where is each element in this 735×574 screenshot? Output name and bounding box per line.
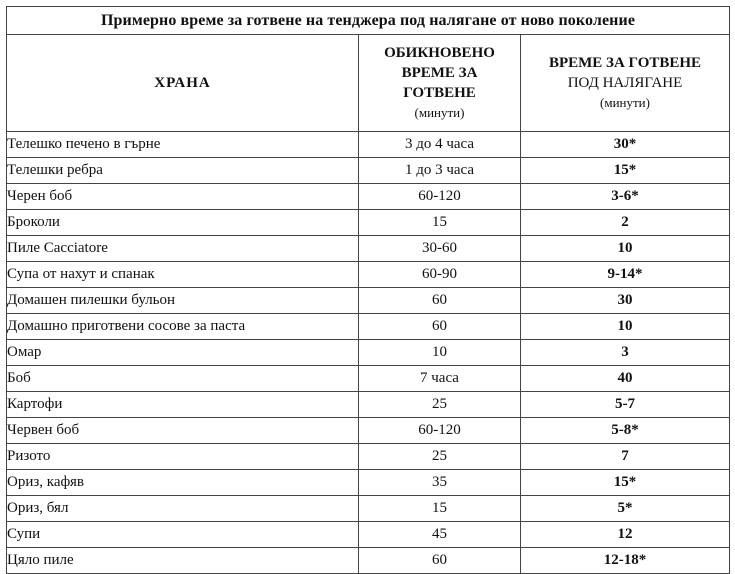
- pressure-time-cell: 3: [521, 340, 730, 366]
- food-cell: Телешки ребра: [7, 158, 359, 184]
- table-row: [7, 392, 730, 418]
- normal-time-cell: 60-120: [359, 184, 521, 210]
- pressure-time-cell: 5-7: [521, 392, 730, 418]
- table-row: [7, 418, 730, 444]
- cooking-time-table: [6, 6, 730, 574]
- pressure-time-cell: 2: [521, 210, 730, 236]
- pressure-time-cell: 15*: [521, 470, 730, 496]
- pressure-time-cell: 5*: [521, 496, 730, 522]
- food-cell: Ризото: [7, 444, 359, 470]
- table-row: [7, 184, 730, 210]
- normal-time-cell: 15: [359, 496, 521, 522]
- food-cell: Броколи: [7, 210, 359, 236]
- table-row: [7, 132, 730, 158]
- normal-time-cell: 60-120: [359, 418, 521, 444]
- table-row: [7, 314, 730, 340]
- normal-time-cell: 60-90: [359, 262, 521, 288]
- food-cell: Ориз, бял: [7, 496, 359, 522]
- pressure-time-cell: 5-8*: [521, 418, 730, 444]
- food-cell: Домашен пилешки бульон: [7, 288, 359, 314]
- normal-time-cell: 25: [359, 392, 521, 418]
- normal-time-cell: 60: [359, 288, 521, 314]
- table-row: [7, 366, 730, 392]
- normal-time-cell: 35: [359, 470, 521, 496]
- food-cell: Пиле Cacciatore: [7, 236, 359, 262]
- table-row: [7, 288, 730, 314]
- table-row: [7, 340, 730, 366]
- pressure-time-cell: 30: [521, 288, 730, 314]
- normal-time-cell: 30-60: [359, 236, 521, 262]
- food-cell: Червен боб: [7, 418, 359, 444]
- pressure-time-cell: 12-18*: [521, 548, 730, 574]
- pressure-time-cell: 9-14*: [521, 262, 730, 288]
- table-row: [7, 470, 730, 496]
- normal-time-cell: 60: [359, 548, 521, 574]
- table-row: [7, 236, 730, 262]
- pressure-time-cell: 7: [521, 444, 730, 470]
- normal-time-cell: 25: [359, 444, 521, 470]
- food-column-header: ХРАНА: [7, 35, 359, 132]
- normal-header-line1: ОБИКНОВЕНО: [384, 45, 495, 61]
- food-cell: Омар: [7, 340, 359, 366]
- food-cell: Картофи: [7, 392, 359, 418]
- food-cell: Цяло пиле: [7, 548, 359, 574]
- normal-time-column-header: [359, 35, 521, 132]
- food-cell: Супа от нахут и спанак: [7, 262, 359, 288]
- food-cell: Домашно приготвени сосове за паста: [7, 314, 359, 340]
- pressure-time-cell: 15*: [521, 158, 730, 184]
- food-cell: Черен боб: [7, 184, 359, 210]
- normal-header-line2: ВРЕМЕ ЗА: [401, 65, 478, 81]
- table-row: [7, 210, 730, 236]
- normal-header-line3: ГОТВЕНЕ: [403, 85, 476, 101]
- normal-header-unit: (минути): [414, 105, 465, 120]
- pressure-time-column-header: [521, 35, 730, 132]
- food-cell: Ориз, кафяв: [7, 470, 359, 496]
- table-row: [7, 158, 730, 184]
- pressure-header-unit: (минути): [600, 95, 650, 110]
- food-cell: Супи: [7, 522, 359, 548]
- pressure-header-line2: ПОД НАЛЯГАНЕ: [567, 75, 683, 91]
- normal-time-cell: 1 до 3 часа: [359, 158, 521, 184]
- pressure-header-line1: ВРЕМЕ ЗА ГОТВЕНЕ: [548, 55, 702, 71]
- table-row: [7, 522, 730, 548]
- pressure-time-cell: 12: [521, 522, 730, 548]
- pressure-time-cell: 40: [521, 366, 730, 392]
- normal-time-cell: 7 часа: [359, 366, 521, 392]
- table-row: [7, 444, 730, 470]
- normal-time-cell: 45: [359, 522, 521, 548]
- pressure-time-cell: 10: [521, 314, 730, 340]
- table-row: [7, 262, 730, 288]
- pressure-time-cell: 30*: [521, 132, 730, 158]
- normal-time-cell: 60: [359, 314, 521, 340]
- table-row: [7, 548, 730, 574]
- normal-time-cell: 10: [359, 340, 521, 366]
- pressure-time-cell: 3-6*: [521, 184, 730, 210]
- normal-time-cell: 3 до 4 часа: [359, 132, 521, 158]
- pressure-time-cell: 10: [521, 236, 730, 262]
- table-title: Примерно време за готвене на тенджера под налягане от ново поколение: [7, 7, 730, 35]
- food-cell: Боб: [7, 366, 359, 392]
- normal-time-cell: 15: [359, 210, 521, 236]
- food-cell: Телешко печено в гърне: [7, 132, 359, 158]
- table-row: [7, 496, 730, 522]
